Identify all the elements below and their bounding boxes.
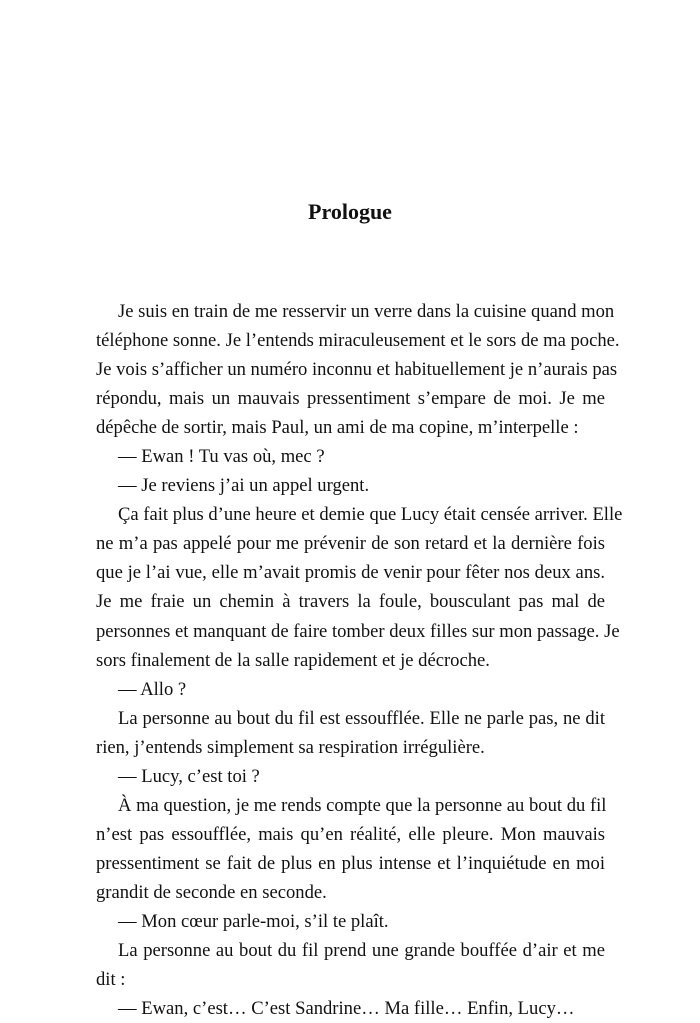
paragraph [96,500,623,674]
text-line: ne m’a pas appelé pour me prévenir de son retard et la dernière fois [96,533,605,555]
text-line: — Mon cœur parle-moi, s’il te plaît. [118,910,389,932]
chapter-body [96,297,623,1023]
text-line: grandit de seconde en seconde. [96,881,327,903]
chapter-title: Prologue [308,199,392,224]
paragraph [96,994,605,1023]
text-line: — Allo ? [118,678,187,700]
text-line: téléphone sonne. Je l’entends miraculeusement et le sors de ma poche. [96,330,620,352]
text-line: n’est pas essoufflée, mais qu’en réalité, elle pleure. Mon mauvais [96,823,605,845]
paragraph [96,704,605,762]
text-line: dépêche de sortir, mais Paul, un ami de ma copine, m’interpelle : [96,417,579,439]
paragraph [96,936,605,994]
text-line: Je suis en train de me resservir un verre dans la cuisine quand mon [118,301,615,322]
text-line: Je me fraie un chemin à travers la foule, bousculant pas mal de [96,591,605,613]
paragraph [96,791,605,907]
text-line: — Ewan, c’est… C’est Sandrine… Ma fille… Enfin, Lucy… [118,998,575,1020]
paragraph [96,675,605,704]
text-line: rien, j’entends simplement sa respiration irrégulière. [96,736,485,758]
text-line: personnes et manquant de faire tomber deux filles sur mon passage. Je [96,620,620,642]
text-line: — Je reviens j’ai un appel urgent. [118,475,370,497]
paragraph [96,297,620,442]
text-line: — Lucy, c’est toi ? [118,765,260,787]
paragraph [96,907,605,936]
text-line: La personne au bout du fil est essoufflée. Elle ne parle pas, ne dit [118,707,605,729]
text-line: À ma question, je me rends compte que la personne au bout du fil [118,794,607,816]
paragraph [96,762,605,791]
text-line: La personne au bout du fil prend une grande bouffée d’air et me [118,940,605,962]
text-line: sors finalement de la salle rapidement et je décroche. [96,649,490,671]
paragraph [96,471,605,500]
text-line: pressentiment se fait de plus en plus intense et l’inquiétude en moi [96,852,605,874]
text-line: dit : [96,969,126,991]
paragraph [96,442,605,471]
text-line: Je vois s’afficher un numéro inconnu et habituellement je n’aurais pas [96,359,618,381]
text-line: répondu, mais un mauvais pressentiment s’empare de moi. Je me [96,388,605,410]
text-line: Ça fait plus d’une heure et demie que Lucy était censée arriver. Elle [118,504,623,526]
text-line: que je l’ai vue, elle m’avait promis de venir pour fêter nos deux ans. [96,562,605,584]
text-line: — Ewan ! Tu vas où, mec ? [118,446,325,468]
